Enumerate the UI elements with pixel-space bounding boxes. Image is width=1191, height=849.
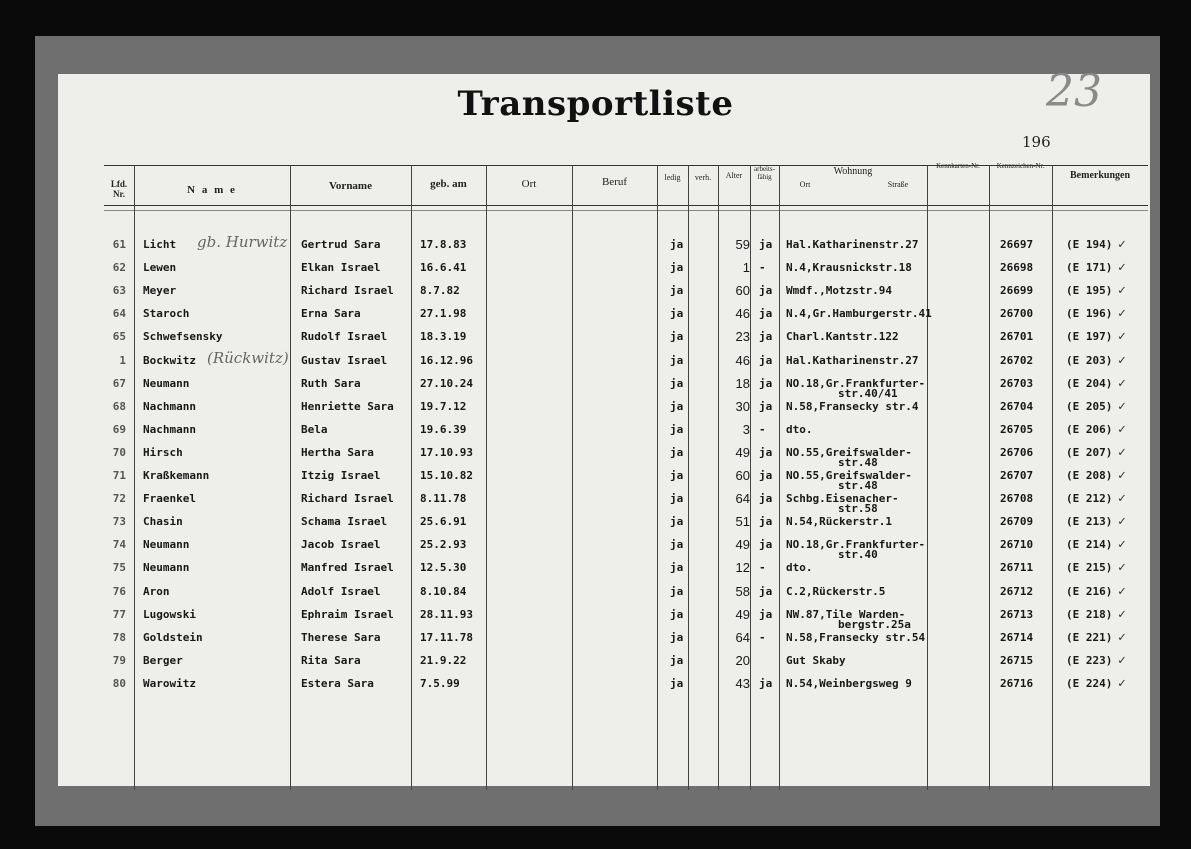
marital-status: ja [670, 400, 684, 413]
fit-for-work: ja [759, 330, 773, 343]
birth-date: 8.11.78 [420, 492, 467, 505]
age: 49 [735, 537, 750, 552]
surname: Neumann [143, 561, 190, 574]
address: NO.18,Gr.Frankfurter- [786, 377, 926, 390]
address: N.4,Gr.Hamburgerstr.41 [786, 307, 932, 320]
marital-status: ja [670, 377, 684, 390]
header-name: N a m e [187, 184, 237, 196]
birth-date: 28.11.93 [420, 608, 473, 621]
surname: Chasin [143, 515, 183, 528]
surname: Meyer [143, 284, 177, 297]
fit-for-work: ja [759, 400, 773, 413]
identification-number: 26709 [1000, 515, 1034, 528]
age: 46 [735, 306, 750, 321]
row-number: 74 [112, 538, 126, 551]
header-wohnung-ort: Ort [799, 180, 811, 189]
fit-for-work: ja [759, 515, 773, 528]
address: N.54,Rückerstr.1 [786, 515, 892, 528]
remark: (E 224) [1066, 677, 1113, 690]
fit-for-work: ja [759, 585, 773, 598]
first-name: Gertrud Sara [301, 238, 381, 251]
row-number: 73 [112, 515, 126, 528]
first-name: Elkan Israel [301, 261, 381, 274]
surname: Neumann [143, 377, 190, 390]
remark: (E 218) [1066, 608, 1113, 621]
checkmark-icon: ✓ [1118, 376, 1126, 391]
identification-number: 26710 [1000, 538, 1034, 551]
age: 58 [735, 584, 750, 599]
remark: (E 196) [1066, 307, 1113, 320]
address: dto. [786, 561, 813, 574]
fit-for-work: - [759, 561, 766, 574]
surname: Schwefsensky [143, 330, 223, 343]
age: 64 [735, 630, 750, 645]
surname: Hirsch [143, 446, 183, 459]
birth-date: 16.6.41 [420, 261, 467, 274]
birth-date: 18.3.19 [420, 330, 467, 343]
fit-for-work: ja [759, 238, 773, 251]
row-number: 70 [112, 446, 126, 459]
birth-date: 17.11.78 [420, 631, 473, 644]
checkmark-icon: ✓ [1118, 260, 1126, 275]
header-ledig: ledig [664, 173, 681, 182]
birth-date: 8.10.84 [420, 585, 467, 598]
page-number: 23 [1046, 66, 1102, 117]
first-name: Rudolf Israel [301, 330, 388, 343]
checkmark-icon: ✓ [1118, 422, 1126, 437]
birth-date: 25.2.93 [420, 538, 467, 551]
birth-date: 27.10.24 [420, 377, 473, 390]
age: 60 [735, 283, 750, 298]
header-wohnung-strasse: Straße [887, 180, 909, 189]
birth-date: 8.7.82 [420, 284, 460, 297]
col-sep-kennkarten [989, 165, 990, 790]
checkmark-icon: ✓ [1118, 306, 1126, 321]
age: 3 [742, 422, 750, 437]
address: C.2,Rückerstr.5 [786, 585, 886, 598]
surname: Berger [143, 654, 183, 667]
address: NO.55,Greifswalder- [786, 469, 912, 482]
address: N.58,Fransecky str.4 [786, 400, 919, 413]
age: 49 [735, 445, 750, 460]
col-sep-name [290, 165, 291, 790]
birth-date: 15.10.82 [420, 469, 473, 482]
identification-number: 26716 [1000, 677, 1034, 690]
address: Wmdf.,Motzstr.94 [786, 284, 892, 297]
row-number: 75 [112, 561, 126, 574]
remark: (E 216) [1066, 585, 1113, 598]
marital-status: ja [670, 561, 684, 574]
fit-for-work: ja [759, 307, 773, 320]
row-number: 62 [112, 261, 126, 274]
first-name: Bela [301, 423, 328, 436]
address-continuation: bergstr.25a [838, 618, 911, 631]
address-continuation: str.40 [838, 548, 878, 561]
row-number: 64 [112, 307, 126, 320]
col-sep-beruf [657, 165, 658, 790]
fit-for-work: ja [759, 377, 773, 390]
fit-for-work: ja [759, 492, 773, 505]
age: 12 [735, 560, 750, 575]
surname: Licht [143, 238, 177, 251]
handwritten-note-licht: gb. Hurwitz [197, 233, 288, 251]
identification-number: 26711 [1000, 561, 1034, 574]
row-number: 72 [112, 492, 126, 505]
header-bemerkungen: Bemerkungen [1070, 170, 1130, 181]
birth-date: 17.10.93 [420, 446, 473, 459]
fit-for-work: - [759, 423, 766, 436]
col-sep-verh [718, 165, 719, 790]
remark: (E 197) [1066, 330, 1113, 343]
marital-status: ja [670, 446, 684, 459]
age: 49 [735, 607, 750, 622]
address-continuation: str.48 [838, 456, 878, 469]
first-name: Schama Israel [301, 515, 388, 528]
remark: (E 171) [1066, 261, 1113, 274]
first-name: Ephraim Israel [301, 608, 394, 621]
checkmark-icon: ✓ [1118, 237, 1126, 252]
address: Hal.Katharinenstr.27 [786, 238, 919, 251]
remark: (E 212) [1066, 492, 1113, 505]
surname: Goldstein [143, 631, 203, 644]
address: Charl.Kantstr.122 [786, 330, 899, 343]
row-number: 78 [112, 631, 126, 644]
header-double-line [104, 210, 1148, 211]
age: 43 [735, 676, 750, 691]
header-beruf: Beruf [601, 176, 628, 188]
row-number: 68 [112, 400, 126, 413]
checkmark-icon: ✓ [1118, 676, 1126, 691]
identification-number: 26705 [1000, 423, 1034, 436]
marital-status: ja [670, 354, 684, 367]
checkmark-icon: ✓ [1118, 468, 1126, 483]
first-name: Manfred Israel [301, 561, 394, 574]
marital-status: ja [670, 608, 684, 621]
remark: (E 194) [1066, 238, 1113, 251]
surname: Warowitz [143, 677, 196, 690]
age: 59 [735, 237, 750, 252]
header-kennzeichen: Kennzeichen-Nr. [996, 162, 1045, 170]
identification-number: 26699 [1000, 284, 1034, 297]
header-wohnung: Wohnung [833, 166, 873, 177]
first-name: Jacob Israel [301, 538, 381, 551]
checkmark-icon: ✓ [1118, 283, 1126, 298]
age: 30 [735, 399, 750, 414]
document-title: Transportliste [457, 84, 734, 124]
marital-status: ja [670, 238, 684, 251]
remark: (E 208) [1066, 469, 1113, 482]
remark: (E 214) [1066, 538, 1113, 551]
birth-date: 21.9.22 [420, 654, 467, 667]
row-number: 76 [112, 585, 126, 598]
marital-status: ja [670, 284, 684, 297]
surname: Aron [143, 585, 170, 598]
col-sep-vorname [411, 165, 412, 790]
identification-number: 26706 [1000, 446, 1034, 459]
address: N.4,Krausnickstr.18 [786, 261, 912, 274]
surname: Staroch [143, 307, 190, 320]
marital-status: ja [670, 307, 684, 320]
remark: (E 223) [1066, 654, 1113, 667]
age: 46 [735, 353, 750, 368]
first-name: Henriette Sara [301, 400, 394, 413]
age: 23 [735, 329, 750, 344]
col-sep-nr [134, 165, 135, 790]
first-name: Rita Sara [301, 654, 361, 667]
birth-date: 19.6.39 [420, 423, 467, 436]
birth-date: 27.1.98 [420, 307, 467, 320]
birth-date: 12.5.30 [420, 561, 467, 574]
checkmark-icon: ✓ [1118, 653, 1126, 668]
identification-number: 26700 [1000, 307, 1034, 320]
surname: Bockwitz [143, 354, 196, 367]
age: 1 [742, 260, 750, 275]
address: Gut Skaby [786, 654, 846, 667]
address-continuation: str.58 [838, 502, 878, 515]
first-name: Ruth Sara [301, 377, 361, 390]
first-name: Adolf Israel [301, 585, 381, 598]
remark: (E 207) [1066, 446, 1113, 459]
first-name: Itzig Israel [301, 469, 381, 482]
first-name: Richard Israel [301, 284, 394, 297]
row-number: 63 [112, 284, 126, 297]
birth-date: 7.5.99 [420, 677, 460, 690]
address: NO.55,Greifswalder- [786, 446, 912, 459]
marital-status: ja [670, 585, 684, 598]
fit-for-work: - [759, 631, 766, 644]
fit-for-work: ja [759, 677, 773, 690]
header-ort: Ort [521, 178, 537, 190]
header-bottom-line [104, 205, 1148, 206]
checkmark-icon: ✓ [1118, 630, 1126, 645]
identification-number: 26715 [1000, 654, 1034, 667]
address-continuation: str.40/41 [838, 387, 898, 400]
identification-number: 26712 [1000, 585, 1034, 598]
age: 64 [735, 491, 750, 506]
identification-number: 26707 [1000, 469, 1034, 482]
row-number: 71 [112, 469, 126, 482]
fit-for-work: ja [759, 608, 773, 621]
surname: Lewen [143, 261, 177, 274]
remark: (E 203) [1066, 354, 1113, 367]
fit-for-work: - [759, 261, 766, 274]
marital-status: ja [670, 261, 684, 274]
remark: (E 205) [1066, 400, 1113, 413]
col-sep-alter [750, 165, 751, 790]
address: NO.18,Gr.Frankfurter- [786, 538, 926, 551]
first-name: Therese Sara [301, 631, 381, 644]
birth-date: 25.6.91 [420, 515, 467, 528]
fit-for-work: ja [759, 538, 773, 551]
row-number: 80 [112, 677, 126, 690]
surname: Fraenkel [143, 492, 196, 505]
address-continuation: str.48 [838, 479, 878, 492]
age: 51 [735, 514, 750, 529]
remark: (E 215) [1066, 561, 1113, 574]
age: 60 [735, 468, 750, 483]
row-number: 1 [119, 354, 126, 367]
row-number: 61 [112, 238, 126, 251]
marital-status: ja [670, 631, 684, 644]
marital-status: ja [670, 330, 684, 343]
col-sep-kennzeichen [1052, 165, 1053, 790]
address: dto. [786, 423, 813, 436]
header-geb: geb. am [430, 178, 467, 190]
header-verh: verh. [694, 173, 712, 182]
identification-number: 26713 [1000, 608, 1034, 621]
marital-status: ja [670, 654, 684, 667]
birth-date: 17.8.83 [420, 238, 467, 251]
fit-for-work: ja [759, 446, 773, 459]
identification-number: 26697 [1000, 238, 1034, 251]
first-name: Gustav Israel [301, 354, 388, 367]
col-sep-wohnung [927, 165, 928, 790]
marital-status: ja [670, 492, 684, 505]
marital-status: ja [670, 538, 684, 551]
address: Schbg.Eisenacher- [786, 492, 899, 505]
col-sep-ort [572, 165, 573, 790]
address: Hal.Katharinenstr.27 [786, 354, 919, 367]
header-arbeitsfaehig: arbeits-fähig [754, 165, 775, 181]
birth-date: 16.12.96 [420, 354, 473, 367]
header-nr: Lfd. Nr. [110, 179, 128, 199]
fit-for-work: ja [759, 354, 773, 367]
checkmark-icon: ✓ [1118, 329, 1126, 344]
col-sep-geb [486, 165, 487, 790]
row-number: 69 [112, 423, 126, 436]
row-number: 65 [112, 330, 126, 343]
row-number: 77 [112, 608, 126, 621]
address: N.58,Fransecky str.54 [786, 631, 926, 644]
identification-number: 26701 [1000, 330, 1034, 343]
year-field: 196 [1022, 133, 1051, 151]
fit-for-work: ja [759, 469, 773, 482]
marital-status: ja [670, 423, 684, 436]
checkmark-icon: ✓ [1118, 445, 1126, 460]
remark: (E 204) [1066, 377, 1113, 390]
checkmark-icon: ✓ [1118, 584, 1126, 599]
age: 20 [735, 653, 750, 668]
identification-number: 26708 [1000, 492, 1034, 505]
remark: (E 213) [1066, 515, 1113, 528]
surname: Nachmann [143, 400, 196, 413]
marital-status: ja [670, 515, 684, 528]
identification-number: 26704 [1000, 400, 1034, 413]
surname: Nachmann [143, 423, 196, 436]
address: NW.87,Tile Warden- [786, 608, 906, 621]
address: N.54,Weinbergsweg 9 [786, 677, 912, 690]
marital-status: ja [670, 677, 684, 690]
checkmark-icon: ✓ [1118, 560, 1126, 575]
identification-number: 26714 [1000, 631, 1034, 644]
checkmark-icon: ✓ [1118, 491, 1126, 506]
checkmark-icon: ✓ [1118, 607, 1126, 622]
checkmark-icon: ✓ [1118, 514, 1126, 529]
header-kennkarten: Kennkarten-Nr. [936, 162, 980, 170]
handwritten-note-bockwitz: (Rückwitz) [207, 349, 289, 367]
row-number: 79 [112, 654, 126, 667]
remark: (E 206) [1066, 423, 1113, 436]
remark: (E 195) [1066, 284, 1113, 297]
identification-number: 26698 [1000, 261, 1034, 274]
fit-for-work: ja [759, 284, 773, 297]
header-alter: Alter [725, 171, 743, 180]
first-name: Estera Sara [301, 677, 374, 690]
age: 18 [735, 376, 750, 391]
header-vorname: Vorname [329, 180, 372, 192]
birth-date: 19.7.12 [420, 400, 467, 413]
checkmark-icon: ✓ [1118, 537, 1126, 552]
col-sep-ledig [688, 165, 689, 790]
marital-status: ja [670, 469, 684, 482]
checkmark-icon: ✓ [1118, 353, 1126, 368]
surname: Neumann [143, 538, 190, 551]
checkmark-icon: ✓ [1118, 399, 1126, 414]
first-name: Hertha Sara [301, 446, 374, 459]
surname: Kraßkemann [143, 469, 210, 482]
identification-number: 26702 [1000, 354, 1034, 367]
surname: Lugowski [143, 608, 196, 621]
first-name: Erna Sara [301, 307, 361, 320]
remark: (E 221) [1066, 631, 1113, 644]
col-sep-arbeitsfaehig [779, 165, 780, 790]
first-name: Richard Israel [301, 492, 394, 505]
identification-number: 26703 [1000, 377, 1034, 390]
row-number: 67 [112, 377, 126, 390]
